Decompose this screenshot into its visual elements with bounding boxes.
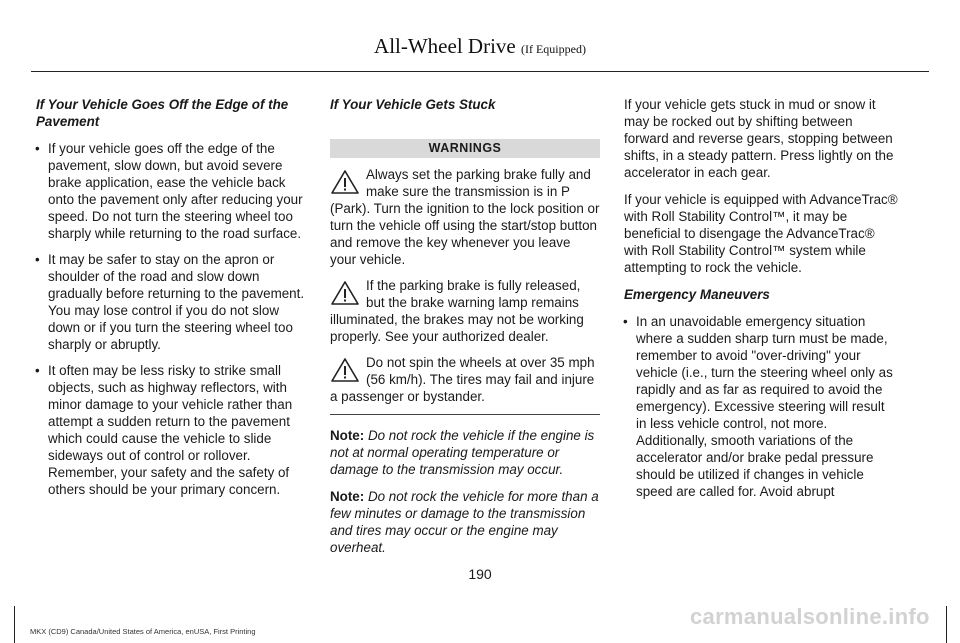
list-item: • In an unavoidable emergency situation where a sudden sharp turn must be made, remember to avoid "over-driving" your vehicle (i.e., turn the steering wheel only as rapidly and as far as required to avoid the emergency). Excessive steering will result in less vehicle control, not more. Additionally, smooth variations of the accelerator and/or brake pedal pressure should be utilized if changes in vehicle speed are called for. Avoid abrupt — [624, 313, 898, 500]
warning-item — [330, 354, 600, 405]
offroad-heading: If Your Vehicle Goes Off the Edge of the Pavement — [36, 97, 289, 129]
middle-column — [330, 96, 600, 566]
warning-text: If the parking brake is fully released, but the brake warning lamp remains illuminated, the brakes may not be working properly. See your authorized dealer. — [330, 278, 584, 344]
note-paragraph — [330, 488, 600, 556]
warning-item — [330, 277, 600, 345]
list-item: • It may be safer to stay on the apron or shoulder of the road and slow down gradually before returning to the pavement. You may lose control if you do not slow down or if you turn the steering wheel too sharply or abruptly. — [36, 251, 306, 353]
warnings-banner: WARNINGS — [330, 139, 600, 158]
offroad-bullet-list — [36, 140, 306, 498]
page-number: 190 — [468, 566, 492, 582]
list-item: • It often may be less risky to strike small objects, such as highway reflectors, with minor damage to your vehicle rather than attempt a sudden return to the pavement which could cause the vehicle to slide sideways out of control or rollover. Remember, your safety and the safety of others should be your primary concern. — [36, 362, 306, 498]
stuck-heading: If Your Vehicle Gets Stuck — [330, 97, 496, 112]
warnings-divider — [330, 414, 600, 415]
body-paragraph: If your vehicle gets stuck in mud or snow it may be rocked out by shifting between forward and reverse gears, stopping between shifts, in a steady pattern. Press lightly on the accelerator in each gear. — [624, 97, 894, 180]
warning-triangle-icon — [330, 357, 360, 383]
crop-mark — [14, 606, 15, 643]
crop-mark — [946, 606, 947, 643]
emergency-bullet-list — [624, 313, 898, 500]
warning-text: Do not spin the wheels at over 35 mph (56 km/h). The tires may fail and injure a passenger or bystander. — [330, 355, 595, 404]
emergency-heading: Emergency Maneuvers — [624, 287, 770, 302]
warning-item — [330, 166, 600, 268]
note-text: Do not rock the vehicle for more than a few minutes or damage to the transmission and tires may occur or the engine may overheat. — [330, 489, 599, 555]
body-paragraph: If your vehicle is equipped with AdvanceTrac® with Roll Stability Control™, it may be beneficial to disengage the AdvanceTrac® with Roll Stability Control™ system while attempting to rock the vehicle. — [624, 192, 898, 275]
section-title: All-Wheel Drive — [374, 34, 516, 58]
warning-triangle-icon — [330, 169, 360, 195]
note-label: Note: — [330, 428, 365, 443]
left-column — [36, 96, 306, 507]
note-text: Do not rock the vehicle if the engine is not at normal operating temperature or damage to the transmission may occur. — [330, 428, 595, 477]
section-subtitle: (If Equipped) — [520, 42, 586, 56]
edition-footer: MKX (CD9) Canada/United States of America, enUSA, First Printing — [30, 627, 256, 636]
watermark-text: carmanualsonline.info — [690, 604, 930, 629]
list-item: • If your vehicle goes off the edge of the pavement, slow down, but avoid severe brake application, ease the vehicle back onto the pavement only after reducing your speed. Do not turn the steering wheel too sharply while returning to the road surface. — [36, 140, 306, 242]
right-column — [624, 96, 898, 509]
page-header-title — [0, 34, 960, 59]
header-divider — [31, 71, 929, 72]
note-paragraph — [330, 427, 600, 478]
warning-text: Always set the parking brake fully and make sure the transmission is in P (Park). Turn the ignition to the lock position or turn the vehicle off using the start/stop button and remove the key whenever you leave your vehicle. — [330, 167, 600, 267]
warning-triangle-icon — [330, 280, 360, 306]
note-label: Note: — [330, 489, 365, 504]
